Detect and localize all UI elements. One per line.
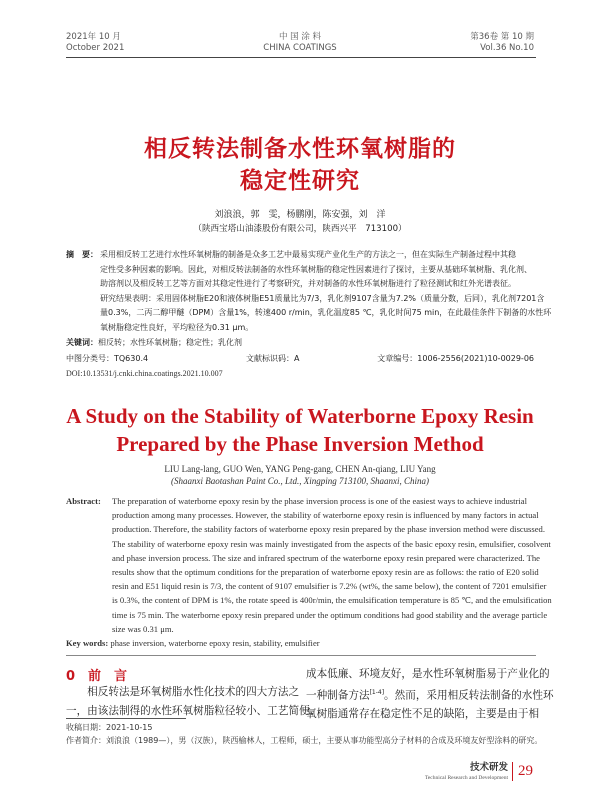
en-abstract-line: size was 0.31 μm. [112,623,174,634]
en-abstract-line: results show that the optimum conditions for the preparation of waterborne epoxy resin are as follows: the ratio of E20 solid [112,567,539,578]
cn-abstract-line: 定性受多种因素的影响。因此，对相反转法制备的水性环氧树脂的稳定性因素进行了探讨，主要从基础环氧树脂、乳化剂、 [100,264,532,274]
cn-abstract-line: 氧树脂稳定性良好，平均粒径为0.31 μm。 [100,322,254,332]
body-line: 一，由该法制得的水性环氧树脂粒径较小、工艺简便、 [66,704,321,717]
en-abstract-line: time is 75 min. The waterborne epoxy resin prepared under the optimum conditions had good stability and the average particle [112,609,548,620]
cn-keywords: 相反转；水性环氧树脂；稳定性；乳化剂 [98,338,242,347]
en-authors: LIU Lang-lang, GUO Wen, YANG Peng-gang, CHEN An-qiang, LIU Yang [164,464,436,474]
header-date-cn: 2021年 10 月 [66,32,121,42]
cn-doc-code: 文献标识码：A [246,354,300,363]
footnote-author-bio: 作者简介：刘浪浪（1989—），男（汉族），陕西榆林人，工程师，硕士，主要从事功能型高分子材料的合成及环境友好型涂料的研究。 [66,736,543,745]
header-rule [66,57,536,58]
header-volume-en: Vol.36 No.10 [480,43,534,53]
en-abstract-line: is 0.3%, the content of DPM is 1%, the rotate speed is 400r/min, the emulsification temperature is 85 ℃, and the emulsification [112,595,552,606]
cn-abstract-line: 量0.3%，二丙二醇甲醚（DPM）含量1%，转速400 r/min，乳化温度85 ℃，乳化时间75 min，在此最佳条件下制备的水性环 [100,308,552,317]
page-number: 29 [518,763,533,779]
cn-doi: DOI:10.13531/j.cnki.china.coatings.2021.10.007 [66,369,223,378]
footer-divider [512,762,513,781]
en-abstract [112,494,552,636]
cn-keywords-label: 关键词： [66,338,98,347]
cn-abstract-label: 摘 要： [66,250,98,259]
en-abstract-line: The preparation of waterborne epoxy resin by the phase inversion process is one of the easiest ways to achieve industrial [112,496,527,506]
body-left-column [66,683,321,720]
en-abstract-line: production. Therefore, the stability factors of waterborne epoxy resin prepared by the phase inversion method were discussed. [112,524,545,535]
header-volume-cn: 第36卷 第 10 期 [470,32,534,42]
header-date-en: October 2021 [66,43,125,53]
cn-article-no: 文章编号：1006-2556(2021)10-0029-06 [377,354,534,363]
cn-title-line2: 稳定性研究 [240,168,360,194]
en-keywords-label: Key words: [66,638,109,648]
en-abstract-line: and phase inversion process. The size and infrared spectrum of the waterborne epoxy resin prepared were characterized. The [112,552,540,563]
body-text: 。然而，采用相反转法制备的水性环 [384,689,554,702]
cn-abstract [100,248,552,335]
header-journal [200,32,400,54]
en-affiliation: (Shaanxi Baotashan Paint Co., Ltd., Xingping 713100, Shaanxi, China) [171,476,429,486]
en-keywords-row [66,636,320,650]
cn-authors: 刘浪浪，郭 雯，杨鹏刚，陈安强，刘 洋 [214,210,386,220]
cn-title-line1: 相反转法制备水性环氧树脂的 [144,136,456,162]
abstract-rule [66,655,536,656]
header-volume [470,32,534,54]
cn-abstract-line: 研究结果表明：采用固体树脂E20和液体树脂E51质量比为7/3，乳化剂9107含量为7.2%（质量分数，后同），乳化剂7201含 [100,293,545,303]
footer-section-en: Technical Research and Development [424,775,508,781]
body-text: 一种制备方法 [306,689,370,702]
en-abstract-line: production among many processes. However, the stability of waterborne epoxy resin is influenced by many factors in actual [112,510,539,521]
body-line: 相反转法是环氧树脂水性化技术的四大方法之 [66,686,300,698]
en-keywords: phase inversion, waterborne epoxy resin, stability, emulsifier [110,638,320,648]
cn-abstract-line: 采用相反转工艺进行水性环氧树脂的制备是众多工艺中最易实现产业化生产的方法之一，但在实际生产制备过程中其稳 [100,250,516,259]
en-abstract-label: Abstract: [66,496,101,506]
en-abstract-line: resin and E51 liquid resin is 7/3, the content of 9107 emulsifier is 7.2% (wt%, the same below), the content of 7201 emulsifier [112,581,547,592]
footnote-rule [66,718,186,719]
body-right-column [306,665,554,723]
footnote [66,721,542,747]
cn-abstract-line: 助溶剂以及相反转工艺等方面对其稳定性进行了考察研究，并对制备的水性环氧树脂进行了粒径测试和红外光谱表征。 [100,279,516,288]
en-abstract-line: The stability of waterborne epoxy resin was mainly investigated from the aspects of the basic epoxy resin, emulsifier, cosolvent [112,538,551,549]
footer-section [425,762,508,782]
body-line [306,684,554,705]
cn-affiliation: （陕西宝塔山油漆股份有限公司，陕西兴平 713100） [193,224,407,234]
body-line: 氧树脂通常存在稳定性不足的缺陷，主要是由于相 [306,707,540,720]
en-title-line2: Prepared by the Phase Inversion Method [116,432,484,456]
body-line: 成本低廉、环境友好，是水性环氧树脂易于产业化的 [306,668,550,680]
header-date [66,32,124,54]
footer-section-cn: 技术研发 [469,762,508,773]
cn-keywords-row [66,336,242,351]
cn-clc: 中图分类号：TQ630.4 [66,354,149,363]
citation-ref: [1-4] [369,688,385,696]
en-title-line1: A Study on the Stability of Waterborne Epoxy Resin [66,404,534,428]
section-heading: 0 前 言 [66,669,128,684]
header-journal-cn: 中 国 涂 料 [278,32,322,42]
footnote-received: 收稿日期：2021-10-15 [66,723,153,732]
header-journal-en: CHINA COATINGS [263,43,337,53]
